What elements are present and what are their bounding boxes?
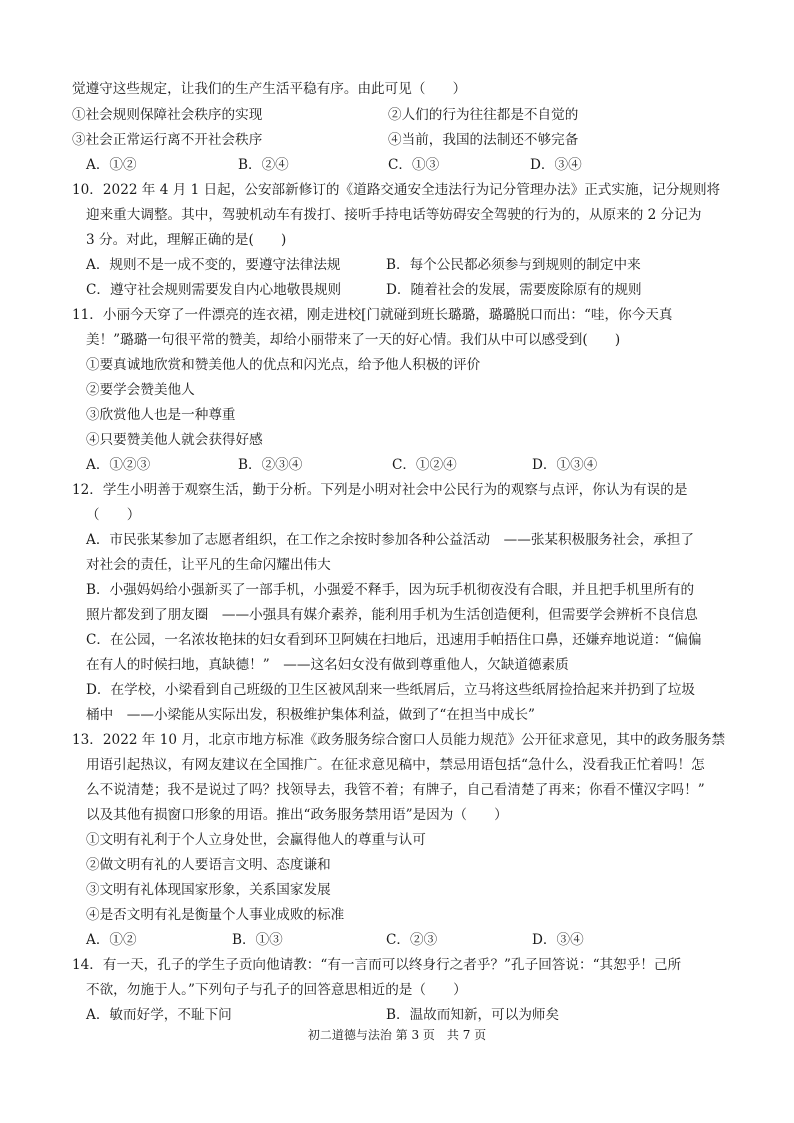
q11-stem-line: 美！”璐璐一句很平常的赞美，却给小丽带来了一天的好心情。我们从中可以感受到( )	[86, 332, 621, 348]
q13-statement-4: ④是否文明有礼是衡量个人事业成败的标准	[86, 907, 345, 923]
q14-option-b: B．温故而知新，可以为师矣	[386, 1007, 560, 1023]
q14-option-a: A．敏而好学，不耻下问	[86, 1007, 232, 1023]
q13-stem-line: 用语引起热议，有网友建议在全国推广。在征求意见稿中，禁忌用语包括“急什么，没看我正忙着吗！怎	[86, 757, 705, 773]
q9-option-c: C．①③	[388, 157, 440, 173]
q9-statement-1: ①社会规则保障社会秩序的实现	[72, 107, 263, 123]
q11-stem-line: 11．小丽今天穿了一件漂亮的连衣裙，刚走进校[门就碰到班长璐璐，璐璐脱口而出：“哇，你今天真	[72, 307, 673, 323]
q12-option-a-line: A．市民张某参加了志愿者组织，在工作之余按时参加各种公益活动 ——张某积极服务社会，承担了	[86, 532, 694, 548]
q14-stem-line: 不欲，勿施于人。”下列句子与孔子的回答意思相近的是（ ）	[86, 982, 467, 998]
q12-stem-line: 12．学生小明善于观察生活，勤于分析。下列是小明对社会中公民行为的观察与点评，你认为有误的是	[72, 482, 688, 498]
q9-option-b: B．②④	[238, 157, 289, 173]
q9-option-d: D．③④	[530, 157, 582, 173]
q9-statement-4: ④当前，我国的法制还不够完备	[388, 132, 579, 148]
q10-option-a: A．规则不是一成不变的，要遵守法律法规	[86, 257, 341, 273]
q10-stem-line: 10．2022 年 4 月 1 日起，公安部新修订的《道路交通安全违法行为记分管理办法》正式实施，记分规则将	[72, 182, 721, 198]
q12-stem-line: （ ）	[86, 507, 141, 523]
q12-option-d-line: 桶中 ——小梁能从实际出发，积极维护集体利益，做到了“在担当中成长”	[86, 707, 535, 723]
q12-option-a-line: 对社会的责任，让平凡的生命闪耀出伟大	[86, 557, 331, 573]
q13-option-a: A．①②	[86, 932, 137, 948]
q13-stem-line: 13．2022 年 10 月，北京市地方标准《政务服务综合窗口人员能力规范》公开征求意见，其中的政务服务禁	[72, 732, 726, 748]
q11-option-d: D．①③④	[532, 457, 598, 473]
q11-statement-3: ③欣赏他人也是一种尊重	[86, 407, 236, 423]
q9-stem-line: 觉遵守这些规定，让我们的生产生活平稳有序。由此可见（ ）	[72, 81, 467, 97]
q13-statement-1: ①文明有礼利于个人立身处世，会赢得他人的尊重与认可	[86, 832, 426, 848]
q12-option-b-line: 照片都发到了朋友圈 ——小强具有媒介素养，能利用手机为生活创造便利，但需要学会辨析不良信息	[86, 607, 698, 623]
q13-statement-3: ③文明有礼体现国家形象，关系国家发展	[86, 882, 331, 898]
q9-statement-3: ③社会正常运行离不开社会秩序	[72, 132, 263, 148]
q12-option-b-line: B．小强妈妈给小强新买了一部手机，小强爱不释手，因为玩手机彻夜没有合眼，并且把手机里所有的	[86, 582, 695, 598]
q12-option-c-line: 在有人的时候扫地，真缺德！” ——这名妇女没有做到尊重他人，欠缺道德素质	[86, 657, 569, 673]
q10-option-b: B．每个公民都必须参与到规则的制定中来	[386, 257, 641, 273]
q11-statement-1: ①要真诚地欣赏和赞美他人的优点和闪光点，给予他人积极的评价	[86, 357, 481, 373]
q13-option-d: D．③④	[532, 932, 584, 948]
q13-statement-2: ②做文明有礼的人要语言文明、态度谦和	[86, 857, 331, 873]
page-footer: 初二道德与法治 第 3 页 共 7 页	[307, 1028, 487, 1042]
q11-option-b: B．②③④	[238, 457, 303, 473]
q11-statement-4: ④只要赞美他人就会获得好感	[86, 432, 263, 448]
q9-statement-2: ②人们的行为往往都是不自觉的	[388, 107, 579, 123]
q13-option-b: B．①③	[232, 932, 283, 948]
q11-statement-2: ②要学会赞美他人	[86, 382, 195, 398]
q9-option-a: A．①②	[86, 157, 137, 173]
q14-stem-line: 14．有一天，孔子的学生子贡向他请教：“有一言而可以终身行之者乎？”孔子回答说：“其恕乎！己所	[72, 957, 682, 973]
q10-stem-line: 3 分。对此，理解正确的是( )	[86, 232, 287, 248]
q11-option-a: A．①②③	[86, 457, 151, 473]
q13-option-c: C．②③	[386, 932, 438, 948]
q13-stem-line: 以及其他有损窗口形象的用语。推出“政务服务禁用语”是因为（ ）	[86, 807, 508, 823]
q10-stem-line: 迎来重大调整。其中，驾驶机动车有拨打、接听手持电话等妨碍安全驾驶的行为的，从原来的 2 分记为	[86, 207, 702, 223]
q13-stem-line: 么不说清楚；我不是说过了吗？找领导去，我管不着；有牌子，自己看清楚了再来；你看不懂汉字吗！”	[86, 782, 705, 798]
q10-option-d: D．随着社会的发展，需要废除原有的规则	[386, 282, 642, 298]
q12-option-c-line: C．在公园，一名浓妆艳抹的妇女看到环卫阿姨在扫地后，迅速用手帕捂住口鼻，还嫌弃地说道：“偏偏	[86, 632, 702, 648]
q10-option-c: C．遵守社会规则需要发自内心地敬畏规则	[86, 282, 342, 298]
q12-option-d-line: D．在学校，小梁看到自己班级的卫生区被风刮来一些纸屑后，立马将这些纸屑捡拾起来并扔到了垃圾	[86, 682, 696, 698]
q11-option-c: C．①②④	[392, 457, 457, 473]
